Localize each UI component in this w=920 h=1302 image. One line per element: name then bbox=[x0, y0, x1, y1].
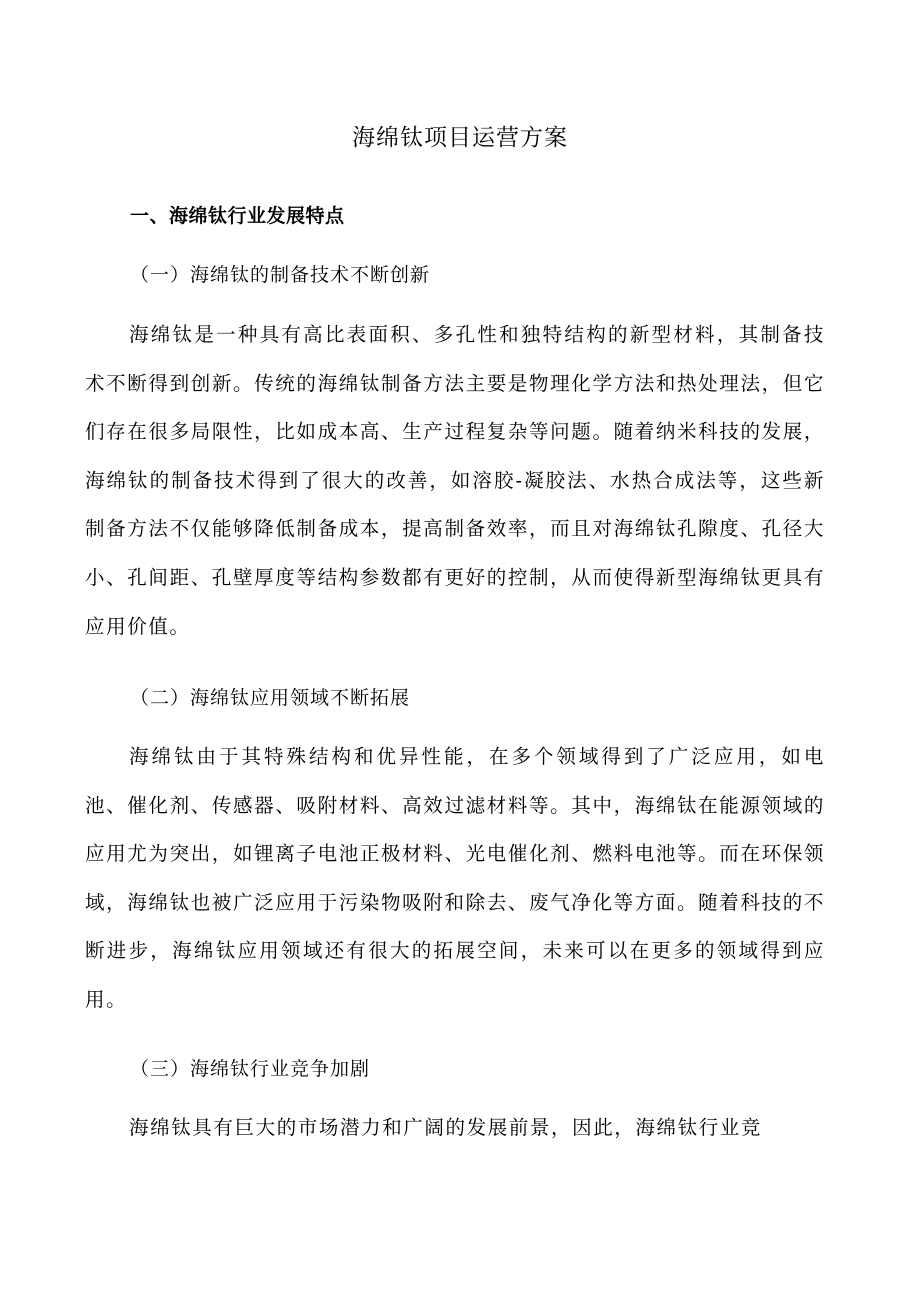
section-heading: 一、海绵钛行业发展特点 bbox=[130, 205, 345, 227]
paragraph-1: 海绵钛是一种具有高比表面积、多孔性和独特结构的新型材料，其制备技术不断得到创新。传统的海绵钛制备方法主要是物理化学方法和热处理法，但它们存在很多局限性，比如成本高、生产过程复杂等问题。随着纳米科技的发展，海绵钛的制备技术得到了很大的改善，如溶胶-凝胶法、水热合成法等，这些新制备方法不仅能够降低制备成本，提高制备效率，而且对海绵钛孔隙度、孔径大小、孔间距、孔壁厚度等结构参数都有更好的控制，从而使得新型海绵钛更具有应用价值。 bbox=[85, 323, 825, 638]
paragraph-3: 海绵钛具有巨大的市场潜力和广阔的发展前景，因此，海绵钛行业竞 bbox=[129, 1116, 763, 1139]
subsection-heading-3: （三）海绵钛行业竞争加剧 bbox=[130, 1058, 371, 1080]
subsection-heading-1: （一）海绵钛的制备技术不断创新 bbox=[130, 264, 431, 286]
paragraph-2: 海绵钛由于其特殊结构和优异性能，在多个领域得到了广泛应用，如电池、催化剂、传感器、吸附材料、高效过滤材料等。其中，海绵钛在能源领域的应用尤为突出，如锂离子电池正极材料、光电催化剂、燃料电池等。而在环保领域，海绵钛也被广泛应用于污染物吸附和除去、废气净化等方面。随着科技的不断进步，海绵钛应用领域还有很大的拓展空间，未来可以在更多的领域得到应用。 bbox=[85, 745, 825, 1011]
subsection-heading-2: （二）海绵钛应用领域不断拓展 bbox=[130, 687, 411, 709]
document-title: 海绵钛项目运营方案 bbox=[352, 125, 568, 151]
